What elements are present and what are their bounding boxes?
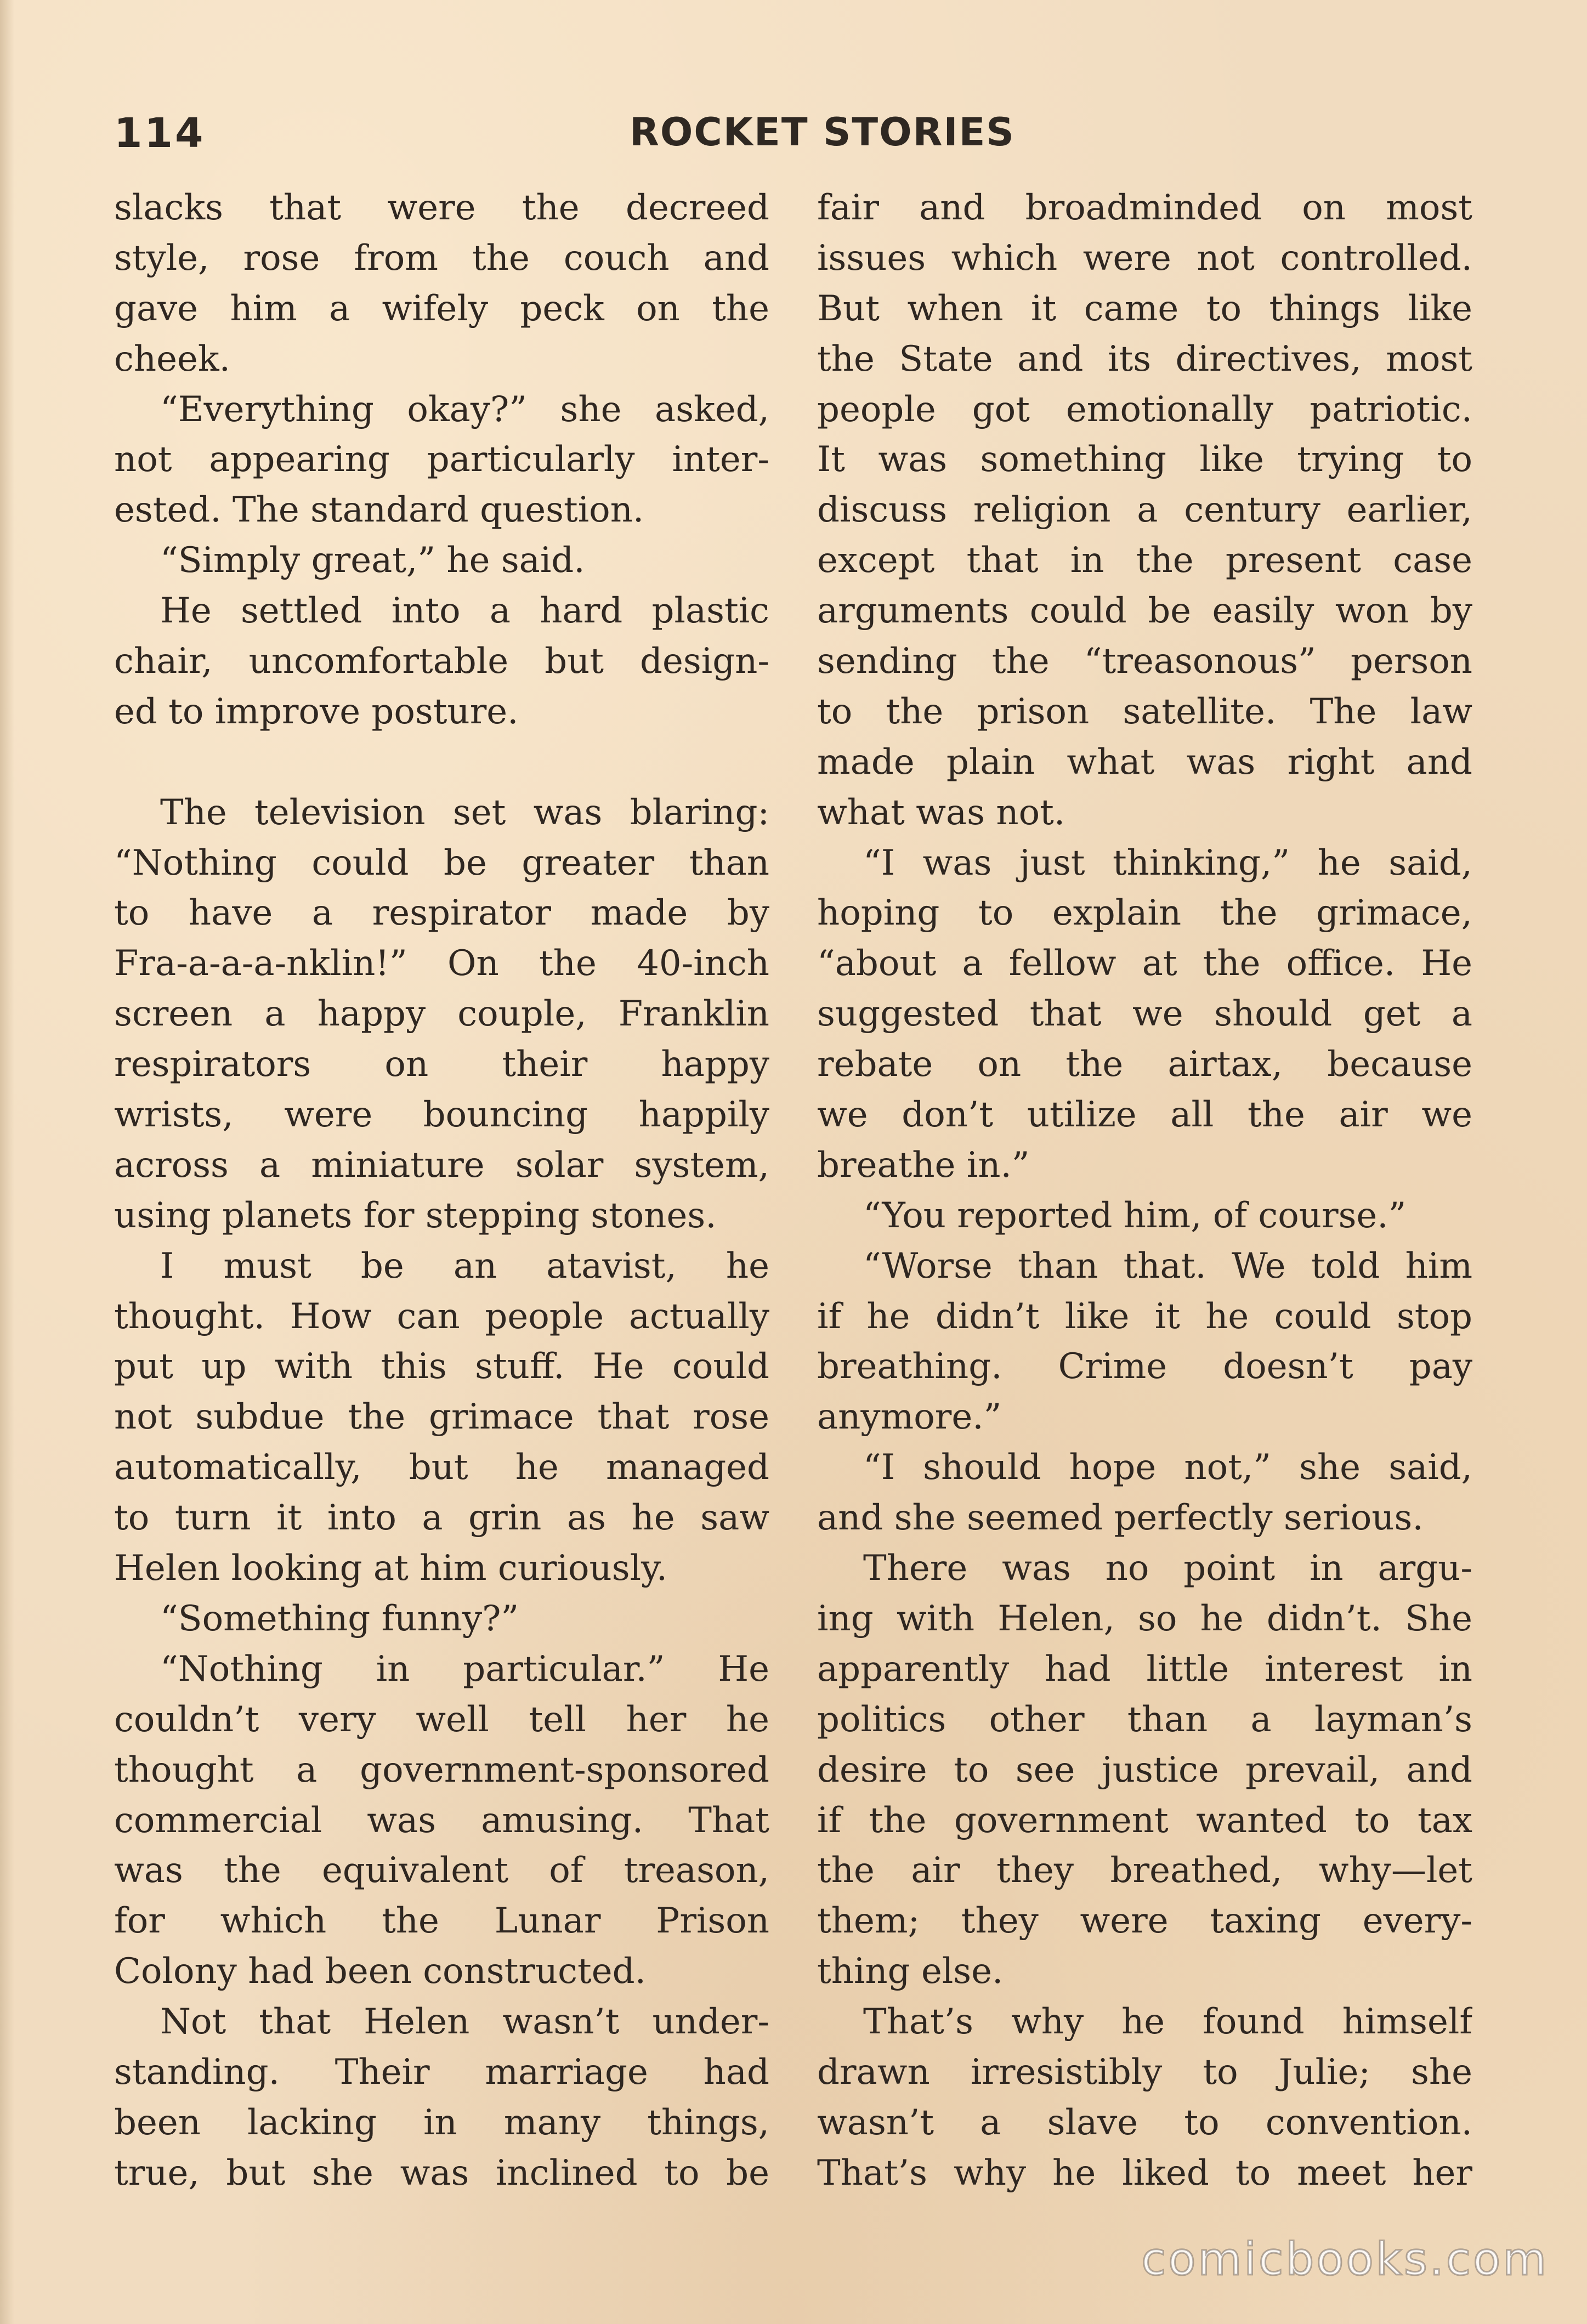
text-line: using planets for stepping stones. [114,1195,717,1236]
text-line: we don’t utilize all the air we [817,1095,1472,1136]
text-line: the State and its directives, most [817,338,1472,379]
text-line: anymore.” [817,1397,1002,1438]
text-line: chair, uncomfortable but design- [114,641,769,682]
text-line: if the government wanted to tax [817,1800,1472,1841]
text-line: ested. The standard question. [114,490,644,531]
page-header [114,110,1473,170]
text-line: suggested that we should get a [817,994,1472,1035]
text-line: But when it came to things like [817,288,1472,329]
text-line: automatically, but he managed [114,1447,769,1488]
text-line: “Everything okay?” she asked, [160,389,769,430]
text-line: couldn’t very well tell her he [114,1699,769,1740]
text-line: respirators on their happy [114,1044,769,1085]
text-line: politics other than a layman’s [817,1699,1472,1740]
text-line: was the equivalent of treason, [114,1850,769,1891]
text-line: cheek. [114,338,230,379]
text-line: “Worse than that. We told him [863,1245,1472,1286]
text-line: except that in the present case [817,540,1472,581]
text-line: slacks that were the decreed [114,188,769,228]
text-line: The television set was blaring: [160,792,769,833]
text-line: screen a happy couple, Franklin [114,994,769,1035]
text-line: desire to see justice prevail, and [817,1749,1472,1790]
text-line: Not that Helen wasn’t under- [160,2002,769,2043]
text-line: wrists, were bouncing happily [114,1095,769,1136]
text-line: ed to improve posture. [114,691,519,732]
text-line: ing with Helen, so he didn’t. She [817,1598,1472,1639]
text-line: people got emotionally patriotic. [817,389,1472,430]
text-line: gave him a wifely peck on the [114,288,769,329]
text-line: true, but she was inclined to be [114,2152,769,2193]
text-line [114,738,769,788]
text-line: hoping to explain the grimace, [817,893,1472,934]
text-line: “You reported him, of course.” [863,1195,1407,1236]
text-line: That’s why he liked to meet her [817,2152,1472,2193]
text-line: them; they were taxing every- [817,1901,1472,1942]
text-line: Helen looking at him curiously. [114,1548,668,1589]
text-line: not appearing particularly inter- [114,439,769,480]
text-line: the air they breathed, why—let [817,1850,1472,1891]
text-line: not subdue the grimace that rose [114,1397,769,1438]
text-line: Fra-a-a-a-nklin!” On the 40-inch [114,943,769,984]
text-line: to have a respirator made by [114,893,769,934]
right-text-column [817,183,1472,2199]
text-line: thing else. [817,1951,1004,1992]
text-line: “I should hope not,” she said, [863,1447,1472,1488]
page-number: 114 [114,110,206,157]
text-line: standing. Their marriage had [114,2051,769,2093]
text-line: He settled into a hard plastic [160,591,769,632]
text-line: arguments could be easily won by [817,591,1472,632]
text-line: thought. How can people actually [114,1296,769,1337]
text-line: drawn irresistibly to Julie; she [817,2051,1472,2093]
text-line: breathing. Crime doesn’t pay [817,1346,1472,1387]
text-line: “Simply great,” he said. [160,540,585,581]
text-line: been lacking in many things, [114,2102,769,2143]
text-line: Colony had been constructed. [114,1951,646,1992]
text-line: sending the “treasonous” person [817,641,1472,682]
text-line: “about a fellow at the office. He [817,943,1472,984]
text-line: issues which were not controlled. [817,237,1472,279]
left-text-column [114,183,769,2199]
text-line: made plain what was right and [817,741,1472,783]
text-line: commercial was amusing. That [114,1800,769,1841]
text-line: I must be an atavist, he [160,1245,769,1286]
text-line: and she seemed perfectly serious. [817,1498,1424,1539]
text-line: thought a government-sponsored [114,1749,769,1790]
text-line: put up with this stuff. He could [114,1346,769,1387]
text-line: “Nothing in particular.” He [160,1648,769,1690]
text-line: There was no point in argu- [863,1548,1472,1589]
running-head: ROCKET STORIES [630,110,1015,155]
text-line: apparently had little interest in [817,1648,1472,1690]
text-line: to turn it into a grin as he saw [114,1498,769,1539]
text-line: breathe in.” [817,1144,1030,1186]
text-line: “Something funny?” [160,1598,519,1639]
text-line: what was not. [817,792,1065,833]
text-line: discuss religion a century earlier, [817,490,1472,531]
text-line: style, rose from the couch and [114,237,769,279]
text-line: wasn’t a slave to convention. [817,2102,1472,2143]
text-line: fair and broadminded on most [817,188,1472,228]
text-line: across a miniature solar system, [114,1144,769,1186]
text-line: “Nothing could be greater than [114,842,769,883]
text-line: “I was just thinking,” he said, [863,842,1472,883]
text-line: to the prison satellite. The law [817,691,1472,732]
text-line: for which the Lunar Prison [114,1901,769,1942]
text-line: rebate on the airtax, because [817,1044,1472,1085]
text-line: if he didn’t like it he could stop [817,1296,1472,1337]
text-line: It was something like trying to [817,439,1472,480]
watermark: comicbooks.com [1141,2234,1549,2286]
text-line: That’s why he found himself [863,2002,1472,2043]
page-edge-shadow [0,0,14,2324]
